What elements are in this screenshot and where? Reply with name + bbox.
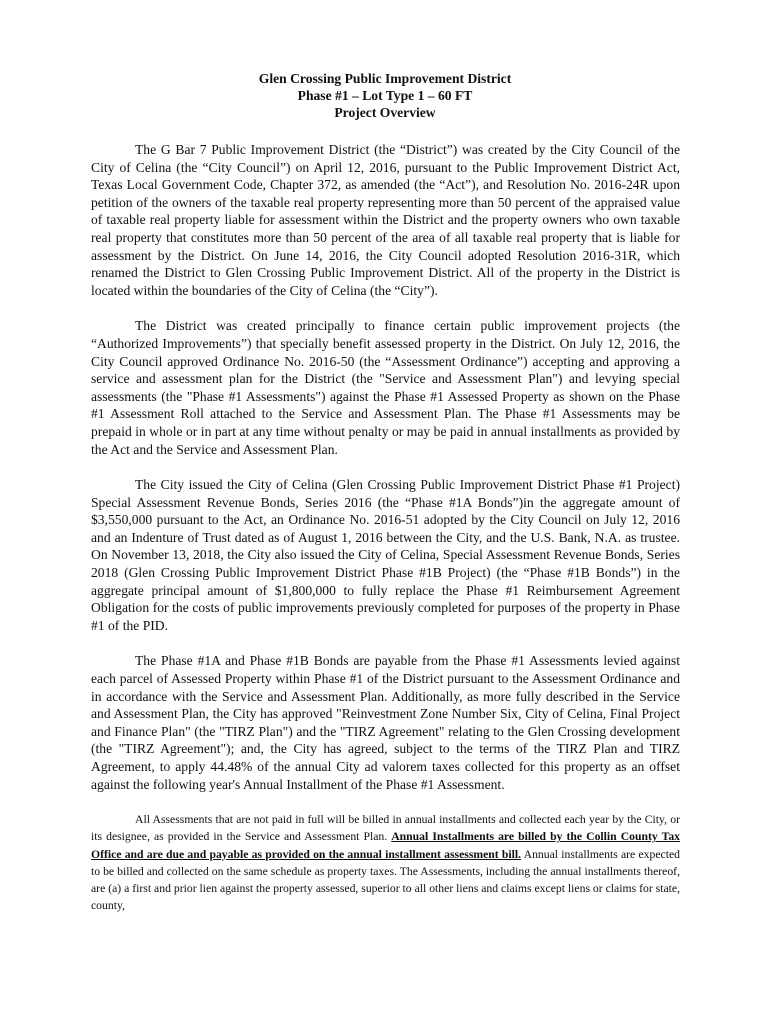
paragraph-bonds: The City issued the City of Celina (Glen Crossing Public Improvement District Phase #1 Project) Special Assessment Revenue Bonds, Series 2016 (the “Phase #1A Bonds”)in the aggregate amount of $3,550,000 pursuant to the Act, an Ordinance No. 2016-51 adopted by the City Council on July 12, 2016 and an Indenture of Trust dated as of August 1, 2016 between the City, and the U.S. Bank, N.A. as trustee. On November 13, 2018, the City also issued the City of Celina, Special Assessment Revenue Bonds, Series 2018 (Glen Crossing Public Improvement District Phase #1B Project) (the “Phase #1B Bonds”) in the aggregate principal amount of $1,800,000 to fully replace the Phase #1 Reimbursement Agreement Obligation for the costs of public improvements previously completed for purposes of the property in Phase #1 of the PID. [91, 477, 680, 633]
paragraph-assessments: The District was created principally to finance certain public improvement projects (the “Authorized Improvements”) that specially benefit assessed property in the District. On July 12, 2016, the City Council approved Ordinance No. 2016-50 (the “Assessment Ordinance”) accepting and approving a service and assessment plan for the District (the "Service and Assessment Plan") and levying special assessments (the "Phase #1 Assessments") against the Phase #1 Assessed Property as shown on the Phase #1 Assessment Roll attached to the Service and Assessment Plan. The Phase #1 Assessments may be prepaid in whole or in part at any time without penalty or may be paid in annual installments as provided by the Act and the Service and Assessment Plan. [91, 318, 680, 457]
document-body [91, 141, 680, 914]
billing-emphasis: Annual Installments are billed by the Collin County Tax Office and are due and payable as provided on the annual installment assessment bill. [91, 830, 681, 861]
billing-text-intro: All Assessments that are not paid in full will be billed in annual installments and collected each year by the City, or its designee, as provided in the Service and Assessment Plan. [91, 813, 680, 844]
phase-lot-subtitle: Phase #1 – Lot Type 1 – 60 FT [297, 88, 473, 103]
billing-text-continued: Annual installments are expected to be billed and collected on the same schedule as property taxes. The Assessments, including the annual installments thereof, are (a) a first and prior lien against the property assessed, superior to all other liens and claims except liens or claims for state, county, [91, 847, 680, 913]
district-title: Glen Crossing Public Improvement District [258, 71, 512, 86]
paragraph-tirz: The Phase #1A and Phase #1B Bonds are payable from the Phase #1 Assessments levied against each parcel of Assessed Property within Phase #1 of the District pursuant to the Assessment Ordinance and in accordance with the Service and Assessment Plan. Additionally, as more fully described in the Service and Assessment Plan, the City has approved "Reinvestment Zone Number Six, City of Celina, Final Project and Finance Plan" (the "TIRZ Plan") and the "TIRZ Agreement" relating to the Glen Crossing development (the "TIRZ Agreement"); and, the City has agreed, subject to the terms of the TIRZ Plan and TIRZ Agreement, to apply 44.48% of the annual City ad valorem taxes collected for this property as an offset against the following year's Annual Installment of the Phase #1 Assessment. [91, 653, 680, 792]
document-heading [0, 70, 770, 121]
section-title: Project Overview [334, 105, 436, 120]
paragraph-district-creation: The G Bar 7 Public Improvement District (the “District”) was created by the City Council of the City of Celina (the “City Council”) on April 12, 2016, pursuant to the Public Improvement District Act, Texas Local Government Code, Chapter 372, as amended (the “Act”), and Resolution No. 2016-24R upon petition of the owners of the taxable real property representing more than 50 percent of the appraised value of taxable real property liable for assessment within the District and the property owners who own taxable real property that constitutes more than 50 percent of the area of all taxable real property that is liable for assessment by the District. On June 14, 2016, the City Council adopted Resolution 2016-31R, which renamed the District to Glen Crossing Public Improvement District. All of the property in the District is located within the boundaries of the City of Celina (the “City”). [91, 142, 680, 298]
paragraph-billing [91, 811, 680, 914]
